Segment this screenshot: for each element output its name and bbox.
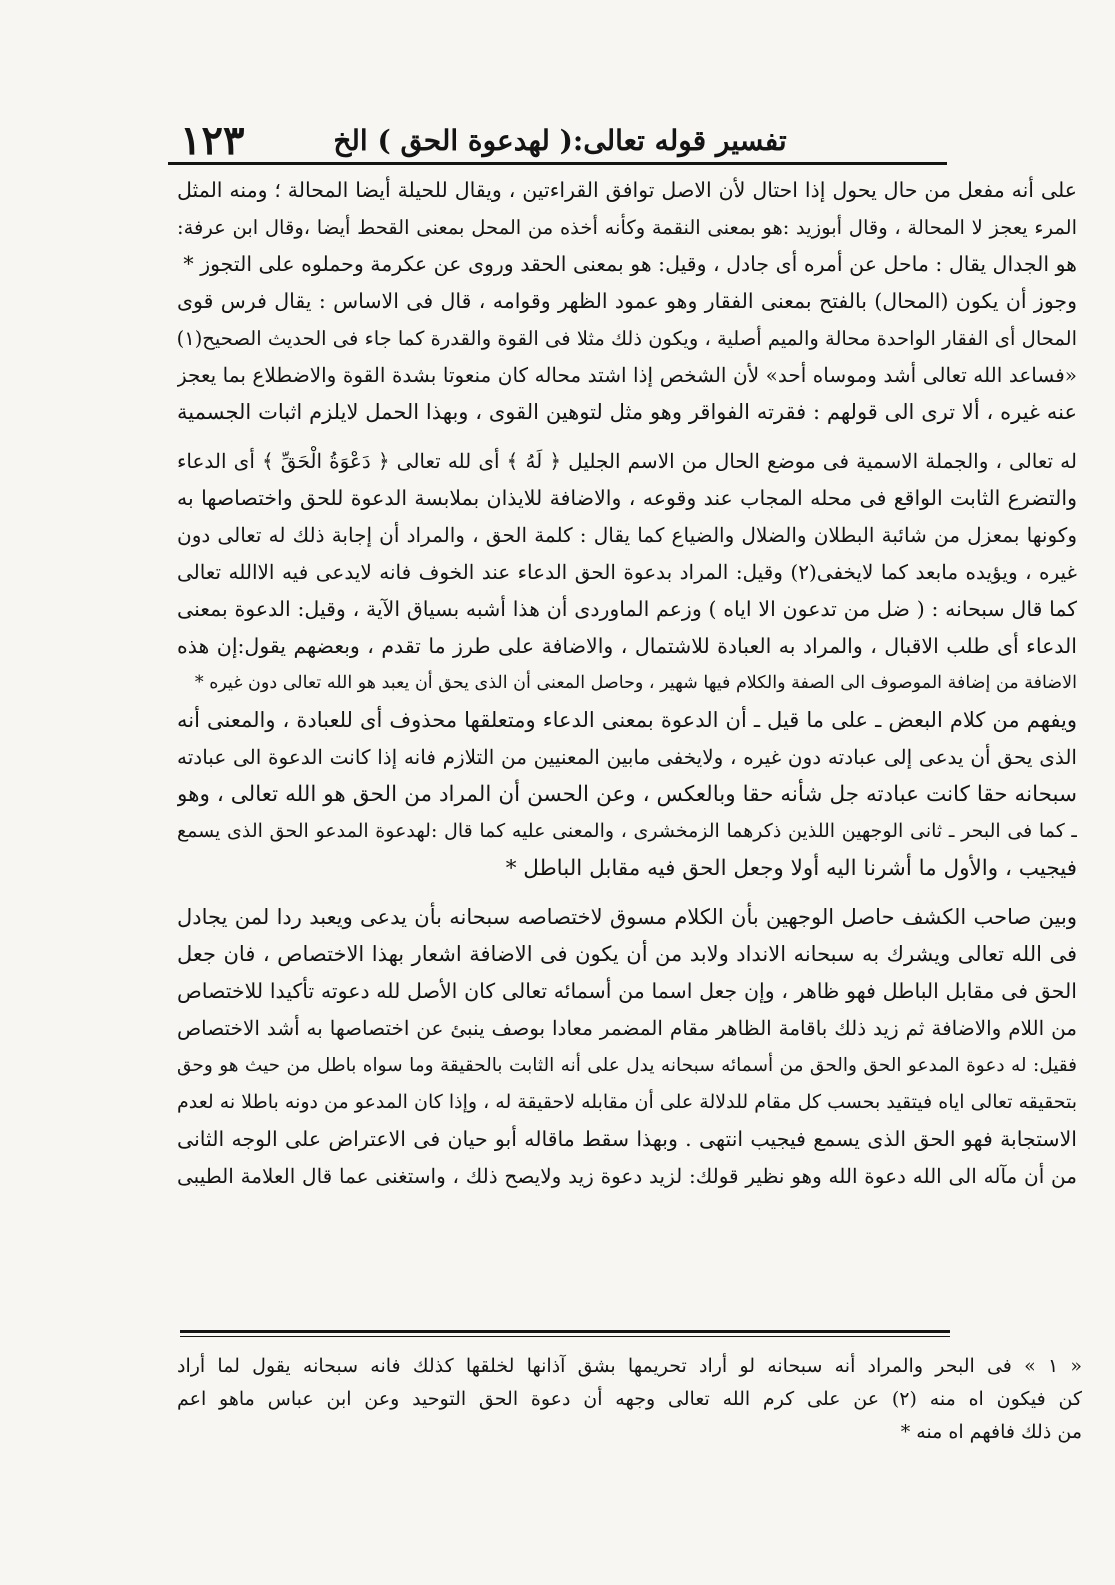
text-line: المحال أى الفقار الواحدة محالة والميم أصلية ، ويكون ذلك مثلا فى القوة والقدرة كما جاء فى الحديث الصحيح(١) (177, 327, 1077, 350)
text-line: «فساعد الله تعالى أشد وموساه أحد» لأن الشخص إذا اشتد محاله كان منعوتا بشدة القوة والاضطلاع بما يعجز (177, 363, 1077, 387)
text-line: المرء يعجز لا المحالة ، وقال أبوزيد :هو بمعنى النقمة وكأنه أخذه من المحل بمعنى القحط أيضا ،وقال ابن عرفة: (177, 216, 1077, 239)
text-line: غيره ، ويؤيده مابعد كما لايخفى(٢) وقيل: المراد بدعوة الحق الدعاء عند الخوف فانه لايدعى فيه الاالله تعالى (177, 560, 1077, 584)
footnote-rule (180, 1330, 950, 1333)
text-line: كما قال سبحانه : ( ضل من تدعون الا اياه ) وزعم الماوردى أن هذا أشبه بسياق الآية ، وقيل: الدعوة بمعنى (177, 597, 1077, 621)
text-line: فقيل: له دعوة المدعو الحق والحق من أسمائه سبحانه يدل على أنه الثابت بالحقيقة وما سواه باطل من حيث هو وحق (177, 1055, 1077, 1076)
text-line: من أن مآله الى الله دعوة الله وهو نظير قولك: لزيد دعوة زيد ولايصح ذلك ، واستغنى عما قال العلامة الطيبى (177, 1164, 1077, 1188)
body-text (177, 172, 1077, 1195)
text-line: الدعاء أى طلب الاقبال ، والمراد به العبادة للاشتمال ، والاضافة على طرز ما تقدم ، وبعضهم يقول:إن هذه (177, 634, 1077, 658)
text-line: على أنه مفعل من حال يحول إذا احتال لأن الاصل توافق القراءتين ، ويقال للحيلة أيضا المحالة ؛ ومنه المثل (177, 178, 1077, 202)
text-line: الحق فى مقابل الباطل فهو ظاهر ، وإن جعل اسما من أسمائه تعالى كان الأصل لله دعوته تأكيدا للاختصاص (177, 979, 1077, 1003)
text-line: الاضافة من إضافة الموصوف الى الصفة والكلام فيها شهير ، وحاصل المعنى أن الذى يحق أن يعبد هو الله تعالى دون غيره * (194, 673, 1077, 693)
text-line: فيجيب ، والأول ما أشرنا اليه أولا وجعل الحق فيه مقابل الباطل * (505, 856, 1077, 881)
footnotes (177, 1350, 1082, 1449)
text-line: فى الله تعالى ويشرك به سبحانه الانداد ولابد من أن يكون فى الاضافة اشعار بهذا الاختصاص ، فان جعل (177, 942, 1077, 966)
text-line: له تعالى ، والجملة الاسمية فى موضع الحال من الاسم الجليل ﴿ لَهُ ﴾ أى لله تعالى ﴿ دَعْوَةُ الْحَقِّ ﴾ أى الدعاء (177, 449, 1077, 473)
text-line: والتضرع الثابت الواقع فى محله المجاب عند وقوعه ، والاضافة للايذان بملابسة الدعوة للحق واختصاصها به (177, 486, 1077, 510)
footnote-rule-thin (180, 1336, 950, 1337)
footnote-line: « ١ » فى البحر والمراد أنه سبحانه لو أراد تحريمها بشق آذانها لخلقها كذلك فانه سبحانه يقول لما أراد (177, 1355, 1082, 1377)
text-line: عنه غيره ، ألا ترى الى قولهم : فقرته الفواقر وهو مثل لتوهين القوى ، وبهذا الحمل لايلزم اثبات الجسمية (177, 400, 1077, 424)
text-line: الذى يحق أن يدعى إلى عبادته دون غيره ، ولايخفى مابين المعنيين من التلازم فانه إذا كانت الدعوة الى عبادته (177, 745, 1077, 769)
text-line: الاستجابة فهو الحق الذى يسمع فيجيب انتهى . وبهذا سقط ماقاله أبو حيان فى الاعتراض على الوجه الثانى (177, 1127, 1077, 1151)
page-number: ١٢٣ (180, 117, 245, 164)
text-line: سبحانه حقا كانت عبادته جل شأنه حقا وبالعكس ، وعن الحسن أن المراد من الحق هو الله تعالى ، وهو (177, 782, 1077, 807)
header-rule (168, 162, 947, 165)
text-line: ـ كما فى البحر ـ ثانى الوجهين اللذين ذكرهما الزمخشرى ، والمعنى عليه كما قال :لهدعوة المدعو الحق الذى يسمع (177, 820, 1077, 842)
text-line: وبين صاحب الكشف حاصل الوجهين بأن الكلام مسوق لاختصاصه سبحانه بأن يدعى ويعبد ردا لمن يجادل (177, 905, 1077, 929)
running-title: تفسير قوله تعالى:( لهدعوة الحق ) الخ (333, 124, 787, 157)
footnote-line: كن فيكون اه منه (٢) عن على كرم الله تعالى وجهه أن دعوة الحق التوحيد وعن ابن عباس ماهو اعم (177, 1388, 1082, 1410)
text-line: بتحقيقه تعالى اياه فيتقيد بحسب كل مقام للدلالة على أن مقابله لاحقيقة له ، وإذا كان المدعو من دونه باطلا نه لعدم (177, 1091, 1077, 1113)
text-line: وجوز أن يكون (المحال) بالفتح بمعنى الفقار وهو عمود الظهر وقوامه ، قال فى الاساس : يقال فرس قوى (177, 289, 1077, 313)
footnote-line: من ذلك فافهم اه منه * (900, 1421, 1082, 1443)
text-line: هو الجدال يقال : ماحل عن أمره أى جادل ، وقيل: هو بمعنى الحقد وروى عن عكرمة وحملوه على التجوز * (183, 252, 1077, 276)
text-line: ويفهم من كلام البعض ـ على ما قيل ـ أن الدعوة بمعنى الدعاء ومتعلقها محذوف أى للعبادة ، والمعنى أنه (177, 708, 1077, 732)
text-line: وكونها بمعزل من شائبة البطلان والضلال والضياع كما يقال : كلمة الحق ، والمراد أن إجابة ذلك له تعالى دون (177, 523, 1077, 547)
text-line: من اللام والاضافة ثم زيد ذلك باقامة الظاهر مقام المضمر معادا بوصف ينبئ عن اختصاصها به أشد الاختصاص (177, 1016, 1077, 1040)
page-header (180, 118, 940, 164)
